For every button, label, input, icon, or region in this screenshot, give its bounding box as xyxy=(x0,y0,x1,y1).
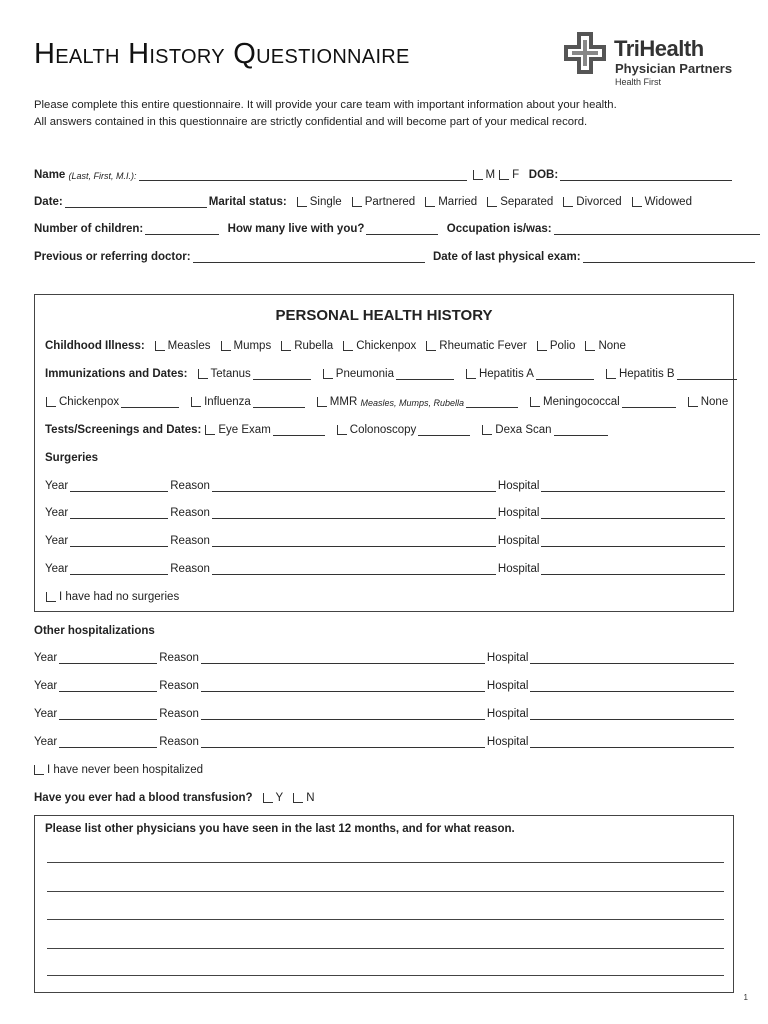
surgery-row: Year Reason Hospital xyxy=(45,476,727,492)
intro-line-1: Please complete this entire questionnaire. It will provide your care team with important information about your health. xyxy=(34,99,617,111)
dob-field[interactable] xyxy=(560,169,732,181)
hospitalizations-label: Other hospitalizations xyxy=(34,625,155,637)
doctor-row xyxy=(34,247,757,263)
children-field[interactable] xyxy=(145,223,219,235)
name-label: Name xyxy=(34,169,66,181)
hospitalization-row: Year Reason Hospital xyxy=(34,676,736,692)
no-surgeries-checkbox[interactable] xyxy=(46,592,56,602)
childhood-rheumatic-fever[interactable]: Rheumatic Fever xyxy=(416,340,527,352)
transfusion-row xyxy=(34,788,315,804)
immun-tetanus[interactable]: Tetanus xyxy=(188,368,313,380)
sex-m-checkbox[interactable] xyxy=(473,170,483,180)
physician-entry-line[interactable] xyxy=(47,948,724,949)
live-with-label: How many live with you? xyxy=(227,223,365,235)
name-field[interactable] xyxy=(139,169,467,181)
intro-line-2: All answers contained in this questionnaire are strictly confidential and will become part of your medical record. xyxy=(34,115,588,128)
last-exam-label: Date of last physical exam: xyxy=(432,251,581,263)
immunizations-label: Immunizations and Dates: xyxy=(45,368,188,380)
childhood-measles[interactable]: Measles xyxy=(145,340,211,352)
logo-tagline: Health First xyxy=(615,77,662,87)
sex-f-label: F xyxy=(512,169,520,181)
physician-entry-line[interactable] xyxy=(47,862,724,863)
immun-mmr[interactable]: MMR Measles, Mumps, Rubella xyxy=(307,396,520,408)
logo-brand: TriHealth xyxy=(614,36,704,61)
children-row xyxy=(34,219,762,235)
surgery-row: Year Reason Hospital xyxy=(45,531,727,547)
immunizations-row-2 xyxy=(36,392,728,408)
immun-none[interactable]: None xyxy=(678,396,729,408)
marital-option-married[interactable]: Married xyxy=(415,196,477,208)
surgeries-label: Surgeries xyxy=(45,452,99,464)
checkbox[interactable] xyxy=(563,197,573,207)
tests-row xyxy=(45,420,610,436)
childhood-rubella[interactable]: Rubella xyxy=(271,340,333,352)
prev-doctor-field[interactable] xyxy=(193,251,425,263)
hospitalization-row: Year Reason Hospital xyxy=(34,704,736,720)
immun-hepatitis-b[interactable]: Hepatitis B xyxy=(596,368,739,380)
live-with-field[interactable] xyxy=(366,223,438,235)
transfusion-no[interactable]: N xyxy=(283,792,314,804)
cross-logo-icon xyxy=(562,30,608,76)
date-marital-row xyxy=(34,192,692,208)
test-dexa-scan[interactable]: Dexa Scan xyxy=(472,424,609,436)
hospitalization-row: Year Reason Hospital xyxy=(34,732,736,748)
immunizations-row-1 xyxy=(45,364,739,380)
prev-doctor-label: Previous or referring doctor: xyxy=(34,251,191,263)
checkbox[interactable] xyxy=(425,197,435,207)
date-label: Date: xyxy=(34,196,63,208)
tests-label: Tests/Screenings and Dates: xyxy=(45,424,202,436)
never-hospitalized-checkbox[interactable] xyxy=(34,765,44,775)
checkbox[interactable] xyxy=(632,197,642,207)
transfusion-label: Have you ever had a blood transfusion? xyxy=(34,792,253,804)
name-row xyxy=(34,165,734,181)
sex-f-checkbox[interactable] xyxy=(499,170,509,180)
childhood-row xyxy=(45,336,626,352)
checkbox[interactable] xyxy=(487,197,497,207)
date-field[interactable] xyxy=(65,196,207,208)
physician-entry-line[interactable] xyxy=(47,919,724,920)
physician-entry-line[interactable] xyxy=(47,891,724,892)
marital-option-widowed[interactable]: Widowed xyxy=(622,196,692,208)
test-colonoscopy[interactable]: Colonoscopy xyxy=(327,424,472,436)
checkbox[interactable] xyxy=(297,197,307,207)
marital-option-separated[interactable]: Separated xyxy=(477,196,553,208)
immun-meningococcal[interactable]: Meningococcal xyxy=(520,396,678,408)
immun-influenza[interactable]: Influenza xyxy=(181,396,307,408)
childhood-label: Childhood Illness: xyxy=(45,340,145,352)
intro-text xyxy=(34,97,617,130)
sex-m-label: M xyxy=(485,169,496,181)
physician-entry-line[interactable] xyxy=(47,975,724,976)
never-hospitalized-option[interactable]: I have never been hospitalized xyxy=(24,760,203,776)
test-eye-exam[interactable]: Eye Exam xyxy=(201,424,326,436)
trihealth-logo xyxy=(562,28,742,90)
marital-option-single[interactable]: Single xyxy=(287,196,342,208)
immun-chickenpox[interactable]: Chickenpox xyxy=(36,396,181,408)
immun-hepatitis-a[interactable]: Hepatitis A xyxy=(456,368,596,380)
marital-label: Marital status: xyxy=(208,196,287,208)
last-exam-field[interactable] xyxy=(583,251,755,263)
transfusion-yes[interactable]: Y xyxy=(253,792,284,804)
section-title: PERSONAL HEALTH HISTORY xyxy=(275,307,493,324)
other-physicians-label: Please list other physicians you have seen in the last 12 months, and for what reason. xyxy=(45,823,515,835)
immun-pneumonia[interactable]: Pneumonia xyxy=(313,368,456,380)
checkbox[interactable] xyxy=(352,197,362,207)
marital-option-partnered[interactable]: Partnered xyxy=(342,196,416,208)
childhood-mumps[interactable]: Mumps xyxy=(211,340,272,352)
surgery-row: Year Reason Hospital xyxy=(45,503,727,519)
childhood-polio[interactable]: Polio xyxy=(527,340,576,352)
surgery-row: Year Reason Hospital xyxy=(45,559,727,575)
occupation-field[interactable] xyxy=(554,223,760,235)
hospitalization-row: Year Reason Hospital xyxy=(34,648,736,664)
other-physicians-box xyxy=(34,815,734,993)
marital-option-divorced[interactable]: Divorced xyxy=(553,196,621,208)
dob-label: DOB: xyxy=(528,169,559,181)
page-title: Health History Questionnaire xyxy=(34,38,410,70)
occupation-label: Occupation is/was: xyxy=(446,223,552,235)
children-label: Number of children: xyxy=(34,223,144,235)
childhood-chickenpox[interactable]: Chickenpox xyxy=(333,340,416,352)
logo-subtitle: Physician Partners xyxy=(615,61,733,76)
no-surgeries-option[interactable]: I have had no surgeries xyxy=(36,587,179,603)
childhood-none[interactable]: None xyxy=(575,340,626,352)
page-number: 1 xyxy=(743,993,748,1002)
name-hint: (Last, First, M.I.): xyxy=(68,171,137,181)
